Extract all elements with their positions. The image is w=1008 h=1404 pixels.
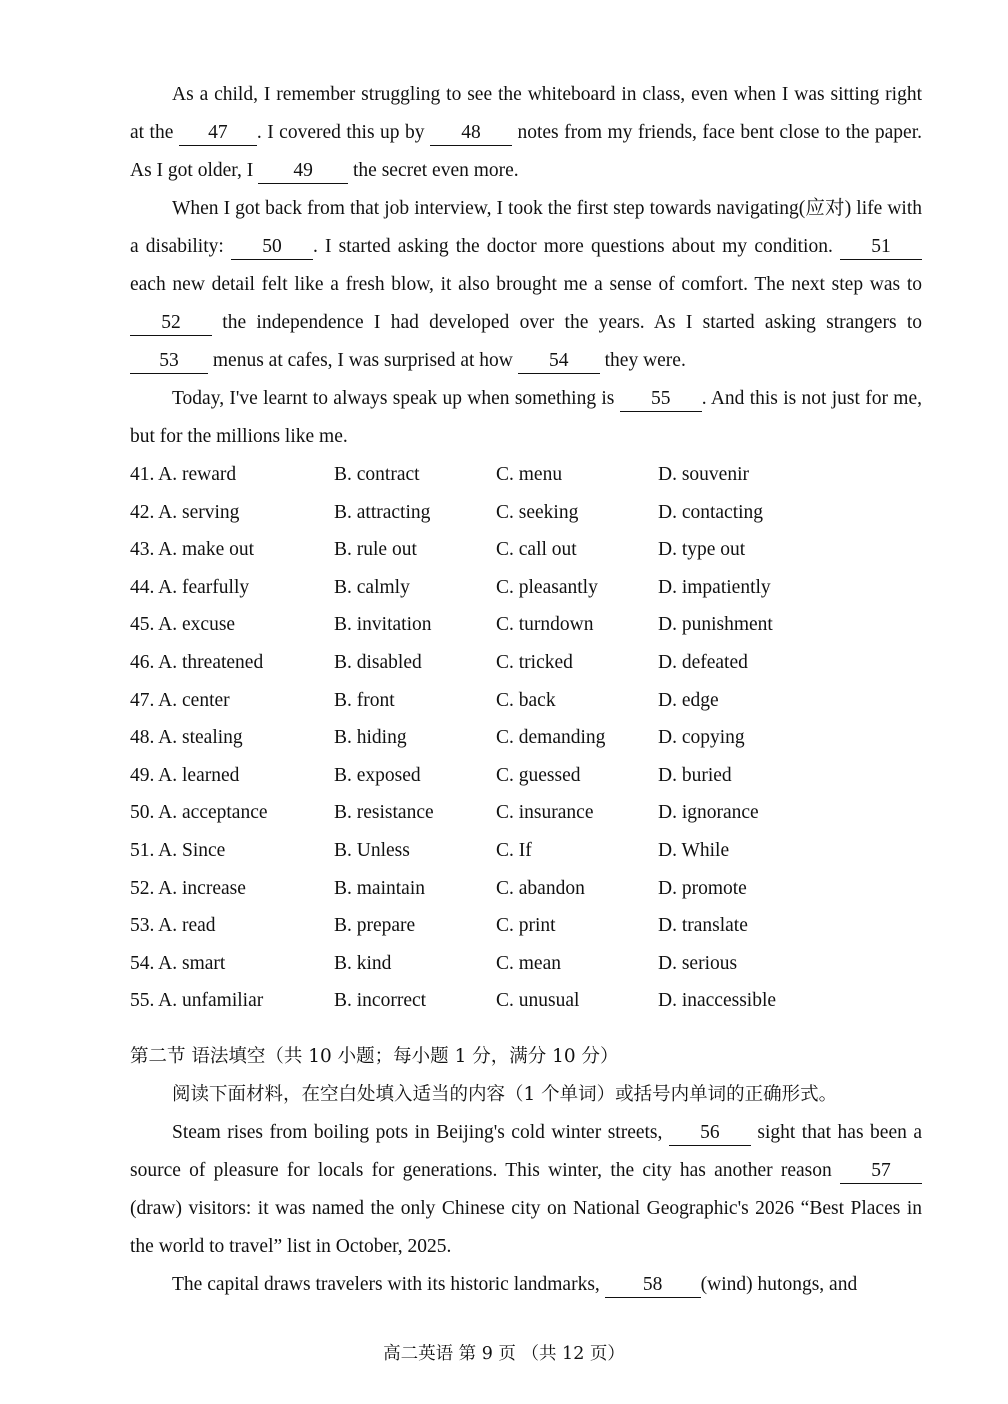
option-c: C. pleasantly [496, 576, 598, 598]
passage-paragraph-1 [130, 76, 922, 190]
text: When I got back from that job interview, I took the first step towards navigating(应对) life with a disability: [130, 198, 922, 257]
option-a: 54. A. smart [130, 952, 226, 974]
option-a: 44. A. fearfully [130, 576, 250, 598]
option-a: 55. A. unfamiliar [130, 990, 264, 1012]
blank-55: 55 [620, 387, 702, 412]
text: Today, I've learnt to always speak up when something is [172, 388, 620, 409]
option-b: B. Unless [334, 839, 410, 861]
text: . I covered this up by [256, 122, 430, 143]
blank-58: 58 [605, 1273, 701, 1298]
option-b: B. rule out [334, 539, 417, 561]
option-d: D. souvenir [658, 464, 749, 485]
option-row [130, 907, 922, 945]
options-list [130, 456, 922, 1020]
section-instruction: 阅读下面材料，在空白处填入适当的内容（1 个单词）或括号内单词的正确形式。 [172, 1083, 838, 1105]
option-c: C. guessed [496, 764, 581, 786]
passage-paragraph-2 [130, 190, 922, 380]
option-d: D. buried [658, 764, 732, 786]
option-a: 43. A. make out [130, 539, 255, 561]
option-a: 48. A. stealing [130, 727, 243, 749]
option-b: B. incorrect [334, 990, 427, 1012]
option-row [130, 456, 922, 494]
option-d: D. serious [658, 952, 738, 974]
option-a: 46. A. threatened [130, 651, 264, 673]
section-heading: 第二节 语法填空（共 10 小题；每小题 1 分，满分 10 分） [130, 1045, 619, 1067]
option-d: D. ignorance [658, 802, 759, 824]
option-a: 42. A. serving [130, 501, 240, 523]
option-b: B. invitation [334, 614, 432, 636]
option-b: B. disabled [334, 651, 422, 673]
option-row [130, 494, 922, 532]
text: notes from my friends, face bent close to the paper. As I got older, I [130, 122, 922, 181]
option-a: 52. A. increase [130, 877, 246, 899]
option-b: B. kind [334, 952, 392, 974]
exam-page [130, 76, 922, 1304]
blank-54: 54 [518, 349, 600, 374]
option-c: C. tricked [496, 651, 573, 673]
option-row [130, 870, 922, 908]
text: each new detail felt like a fresh blow, it also brought me a sense of comfort. The next step was to [130, 274, 922, 295]
option-row [130, 569, 922, 607]
option-c: C. If [496, 839, 532, 861]
blank-53: 53 [130, 349, 208, 374]
option-d: D. copying [658, 727, 745, 749]
blank-51: 51 [840, 235, 922, 260]
blank-56: 56 [669, 1121, 751, 1146]
text: . I started asking the doctor more questions about my condition. [312, 236, 840, 257]
option-a: 50. A. acceptance [130, 802, 268, 824]
option-d: D. contacting [658, 501, 764, 523]
option-d: D. promote [658, 877, 747, 899]
option-d: D. edge [658, 689, 719, 711]
blank-57: 57 [840, 1159, 922, 1184]
blank-48: 48 [430, 121, 512, 146]
text: As a child, I remember struggling to see the whiteboard in class, even when I was sitting right at the [130, 84, 922, 143]
option-row [130, 832, 922, 870]
option-b: B. resistance [334, 802, 434, 824]
grammar-paragraph-2 [130, 1266, 922, 1304]
option-d: D. translate [658, 915, 748, 937]
blank-47: 47 [179, 121, 257, 146]
option-b: B. calmly [334, 576, 410, 598]
option-c: C. call out [496, 539, 577, 561]
blank-50: 50 [231, 235, 313, 260]
option-c: C. menu [496, 464, 563, 485]
option-d: D. While [658, 839, 730, 861]
option-c: C. turndown [496, 614, 594, 636]
option-row [130, 757, 922, 795]
option-row [130, 794, 922, 832]
option-row [130, 644, 922, 682]
text: menus at cafes, I was surprised at how [208, 350, 518, 371]
option-b: B. prepare [334, 915, 416, 937]
option-c: C. unusual [496, 990, 580, 1012]
option-a: 45. A. excuse [130, 614, 236, 636]
option-d: D. inaccessible [658, 990, 777, 1012]
option-d: D. punishment [658, 614, 773, 636]
text: the secret even more. [348, 160, 519, 181]
option-row [130, 945, 922, 983]
text: the independence I had developed over the years. As I started asking strangers to [212, 312, 922, 333]
option-a: 49. A. learned [130, 764, 240, 786]
option-a: 47. A. center [130, 689, 230, 711]
option-c: C. demanding [496, 727, 606, 749]
passage-paragraph-3 [130, 380, 922, 456]
option-b: B. attracting [334, 501, 431, 523]
option-a: 53. A. read [130, 915, 216, 937]
option-d: D. impatiently [658, 576, 771, 598]
option-row [130, 719, 922, 757]
text: they were. [599, 350, 686, 371]
option-c: C. back [496, 689, 556, 711]
option-c: C. print [496, 915, 556, 937]
option-d: D. defeated [658, 651, 748, 673]
option-d: D. type out [658, 539, 746, 561]
text: . And this is not just for me, but for the millions like me. [130, 388, 923, 447]
option-row [130, 682, 922, 720]
option-b: B. hiding [334, 727, 407, 749]
text: sight that has been a source of pleasure for locals for generations. This winter, the city has another reason [130, 1121, 922, 1181]
blank-49: 49 [258, 159, 348, 184]
option-a: 41. A. reward [130, 464, 237, 485]
option-row [130, 606, 922, 644]
text: Steam rises from boiling pots in Beijing's cold winter streets, [172, 1121, 669, 1143]
option-c: C. mean [496, 952, 561, 974]
option-b: B. maintain [334, 877, 425, 899]
blank-52: 52 [130, 311, 212, 336]
text: The capital draws travelers with its historic landmarks, [172, 1273, 605, 1295]
option-row [130, 982, 922, 1020]
option-c: C. insurance [496, 802, 594, 824]
option-b: B. contract [334, 464, 420, 485]
option-c: C. seeking [496, 501, 579, 523]
option-c: C. abandon [496, 877, 585, 899]
option-b: B. exposed [334, 764, 421, 786]
grammar-paragraph-1 [130, 1114, 922, 1266]
option-a: 51. A. Since [130, 839, 226, 861]
text: (wind) hutongs, and [700, 1273, 858, 1295]
option-row [130, 531, 922, 569]
text: (draw) visitors: it was named the only Chinese city on National Geographic's 2026 “Best Places in the world to travel” list in October, 2025. [130, 1197, 922, 1257]
page-footer: 高二英语 第 9 页 （共 12 页） [383, 1344, 625, 1364]
option-b: B. front [334, 689, 395, 711]
